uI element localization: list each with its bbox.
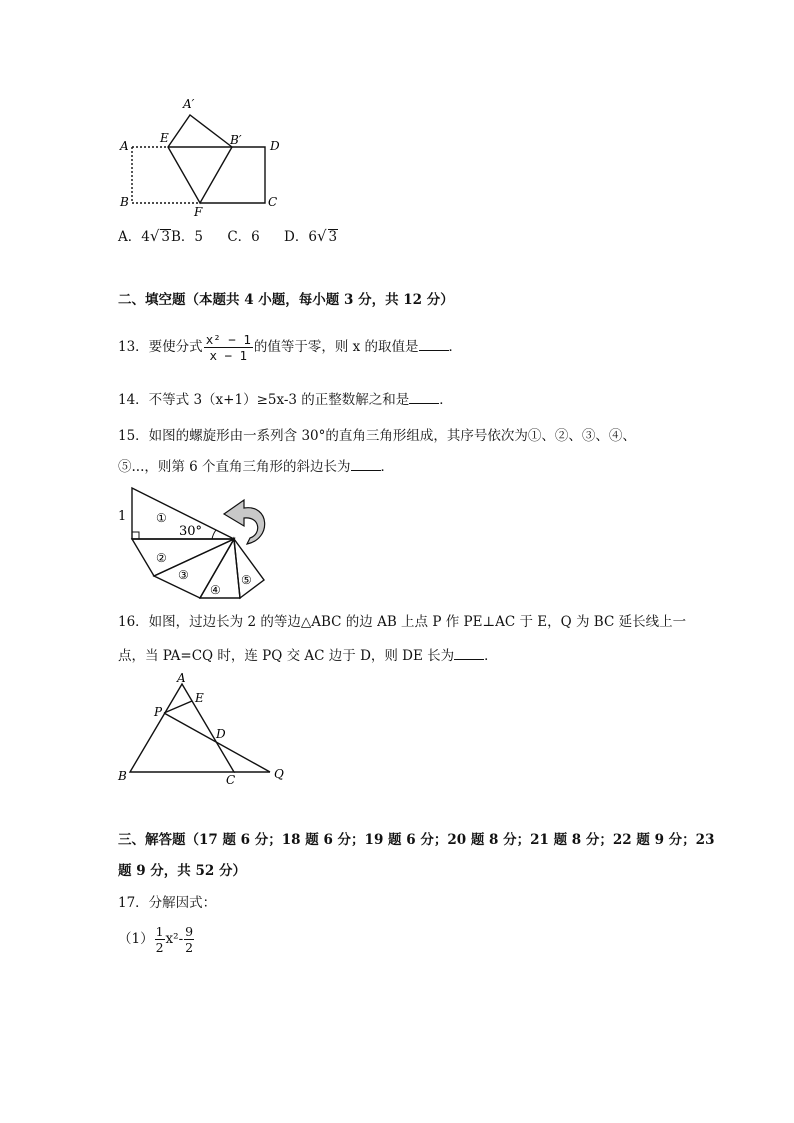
q16-line2-text: 点，当 PA=CQ 时，连 PQ 交 AC 边于 D，则 DE 长为: [118, 648, 455, 664]
triangle-5: [234, 539, 264, 598]
label-B-prime: B′: [230, 133, 242, 147]
folded-quadrilateral: [168, 115, 232, 203]
side-label-1: 1: [118, 509, 127, 524]
label-D: D: [216, 727, 226, 741]
label-F: F: [194, 205, 203, 219]
q15-line2-text: ⑤...，则第 6 个直角三角形的斜边长为: [118, 459, 351, 475]
radical-sign: √: [316, 227, 327, 245]
label-Q: Q: [274, 767, 284, 781]
option-d-radicand: 3: [328, 229, 338, 245]
label-A: A: [177, 671, 186, 685]
q13-fraction: [204, 332, 253, 363]
label-A-prime: A′: [183, 97, 195, 111]
label-D: D: [270, 139, 280, 153]
equilateral-triangle-figure: [112, 670, 292, 790]
fold-rectangle-figure: [110, 92, 290, 222]
label-E: E: [160, 131, 169, 145]
triangle-3: [154, 539, 234, 598]
q13-end: ．: [448, 339, 463, 355]
option-d: D．6: [284, 229, 317, 245]
question-17-part1: [118, 922, 195, 956]
section-3-heading-line1: 三、解答题（17 题 6 分；18 题 6 分；19 题 6 分；20 题 8 分；21 题 8 分；22 题 9 分；23: [118, 832, 715, 848]
q17-frac-nine-halves: [184, 924, 194, 955]
question-16-line1: 16．如图，过边长为 2 的等边△ABC 的边 AB 上点 P 作 PE⊥AC 于 E，Q 为 BC 延长线上一: [118, 614, 687, 630]
triangle-1-label: ①: [156, 511, 167, 525]
q12-options: [118, 226, 338, 247]
q14-end: ．: [439, 392, 453, 408]
label-E: E: [195, 691, 204, 705]
q14-answer-blank[interactable]: [409, 389, 439, 404]
triangle-5-label: ⑤: [241, 573, 252, 587]
q17-frac1-den: 2: [155, 940, 164, 955]
question-13: [118, 330, 462, 364]
q17-mid: x²-: [165, 931, 184, 947]
label-B: B: [120, 195, 129, 209]
label-P: P: [154, 705, 163, 719]
triangle-4-label: ④: [210, 583, 221, 597]
question-15-line1: 15．如图的螺旋形由一系列含 30°的直角三角形组成，其序号依次为①、②、③、④、: [118, 428, 636, 444]
q17-part1-label: （1）: [118, 931, 154, 947]
option-c: C．6: [227, 229, 260, 245]
q13-answer-blank[interactable]: [419, 336, 449, 351]
label-C: C: [268, 195, 278, 209]
q16-end: ．: [484, 648, 498, 664]
triangle-3-label: ③: [178, 568, 189, 582]
segment-PQ: [164, 713, 270, 772]
q16-answer-blank[interactable]: [454, 645, 484, 660]
q13-numerator: x² − 1: [205, 332, 251, 347]
label-C: C: [226, 773, 236, 787]
question-16-line2: [118, 645, 498, 666]
q15-end: ．: [380, 459, 395, 475]
section-2-heading: 二、填空题（本题共 4 小题，每小题 3 分，共 12 分）: [118, 292, 454, 308]
q17-frac1-num: 1: [155, 924, 164, 939]
label-A: A: [120, 139, 129, 153]
question-17: 17．分解因式：: [118, 895, 217, 911]
angle-arc-30: [212, 530, 216, 539]
question-14: [118, 389, 453, 410]
option-a: A．4: [118, 229, 150, 245]
q15-answer-blank[interactable]: [351, 456, 381, 471]
radical-sign: √: [149, 227, 160, 245]
option-a-radicand: 3: [161, 229, 170, 245]
q13-suffix: 的值等于零，则 x 的取值是: [253, 339, 419, 355]
q17-frac2-den: 2: [185, 940, 194, 955]
q17-frac-half: [155, 924, 165, 955]
angle-label: 30°: [179, 524, 203, 539]
right-angle-mark-1: [132, 532, 139, 539]
q14-text: 14．不等式 3（x+1）≥5x-3 的正整数解之和是: [118, 392, 410, 408]
triangle-2-label: ②: [156, 551, 167, 565]
q13-denominator: x − 1: [209, 348, 248, 363]
question-15-line2: [118, 456, 394, 477]
option-b: B．5: [171, 229, 204, 245]
spiral-triangles-figure: [112, 484, 272, 604]
section-3-heading-line2: 题 9 分，共 52 分）: [118, 863, 246, 879]
q17-frac2-num: 9: [185, 924, 194, 939]
q13-prefix: 13．要使分式: [118, 339, 203, 355]
label-B: B: [118, 769, 127, 783]
